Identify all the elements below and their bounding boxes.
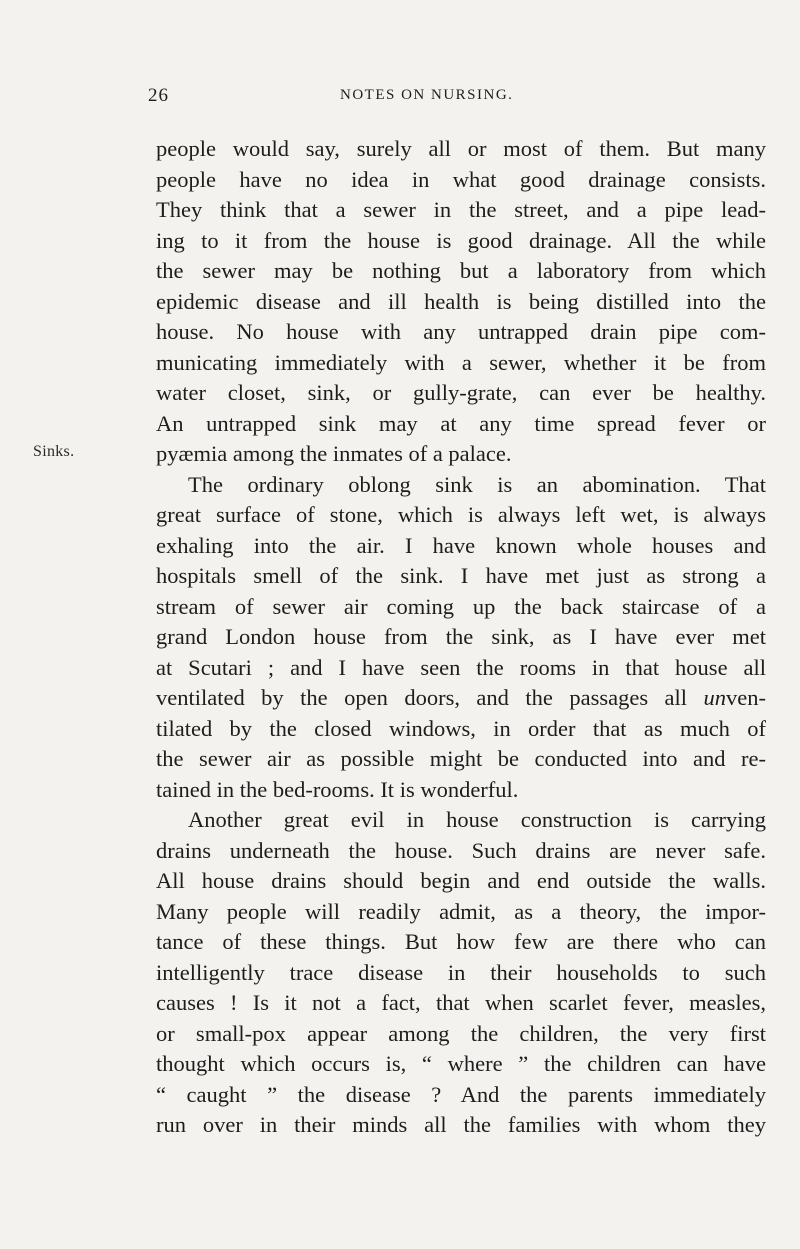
text-line: drains underneath the house. Such drains are never safe. [156,837,766,863]
text-fragment: ven- [726,685,766,710]
text-line: thought which occurs is, “ where ” the children can have [156,1051,766,1076]
text-line: grand London house from the sink, as I have ever met [156,624,766,649]
text-line: the sewer may be nothing but a laboratory from which [156,258,766,283]
text-line: Many people will readily admit, as a theory, the impor- [156,898,766,924]
margin-note-sinks: Sinks. [33,443,75,460]
text-line-with-italic [156,683,766,714]
text-line: intelligently trace disease in their households to such [156,959,766,985]
text-line: hospitals smell of the sink. I have met just as strong a [156,563,766,588]
text-line-paragraph-start: The ordinary oblong sink is an abomination. That [188,471,766,497]
text-line: the sewer air as possible might be conducted into and re- [156,746,766,771]
text-line: municating immediately with a sewer, whether it be from [156,349,766,375]
text-line: pyæmia among the inmates of a palace. [156,441,512,466]
italic-emphasis: un [703,685,727,710]
text-line: stream of sewer air coming up the back staircase of a [156,593,766,619]
text-line: people would say, surely all or most of them. But many [156,136,766,161]
text-line: house. No house with any untrapped drain pipe com- [156,319,766,344]
text-line: tance of these things. But how few are there who can [156,929,766,954]
text-line: ing to it from the house is good drainage. All the while [156,227,766,253]
text-line: water closet, sink, or gully-grate, can ever be healthy. [156,380,766,405]
text-line: “ caught ” the disease ? And the parents immediately [156,1081,766,1107]
text-line: or small-pox appear among the children, the very first [156,1020,766,1046]
text-line: epidemic disease and ill health is being distilled into the [156,288,766,314]
text-line: tilated by the closed windows, in order that as much of [156,715,766,741]
text-line: people have no idea in what good drainage consists. [156,166,766,192]
running-head: NOTES ON NURSING. [340,87,514,103]
text-line: at Scutari ; and I have seen the rooms in that house all [156,654,766,680]
text-fragment: ventilated by the open doors, and the passages all [156,685,704,710]
text-line: They think that a sewer in the street, and a pipe lead- [156,197,766,222]
text-line: great surface of stone, which is always left wet, is always [156,502,766,527]
text-line: tained in the bed-rooms. It is wonderful. [156,776,519,802]
text-line: All house drains should begin and end outside the walls. [156,868,766,893]
text-line: An untrapped sink may at any time spread fever or [156,410,766,436]
text-line-paragraph-start: Another great evil in house construction is carrying [188,807,766,832]
body-text [156,134,766,1141]
page-number: 26 [148,85,169,106]
text-line: causes ! Is it not a fact, that when scarlet fever, measles, [156,990,766,1015]
page-header [148,85,588,109]
text-line: run over in their minds all the families with whom they [156,1112,766,1137]
text-line: exhaling into the air. I have known whole houses and [156,532,766,558]
